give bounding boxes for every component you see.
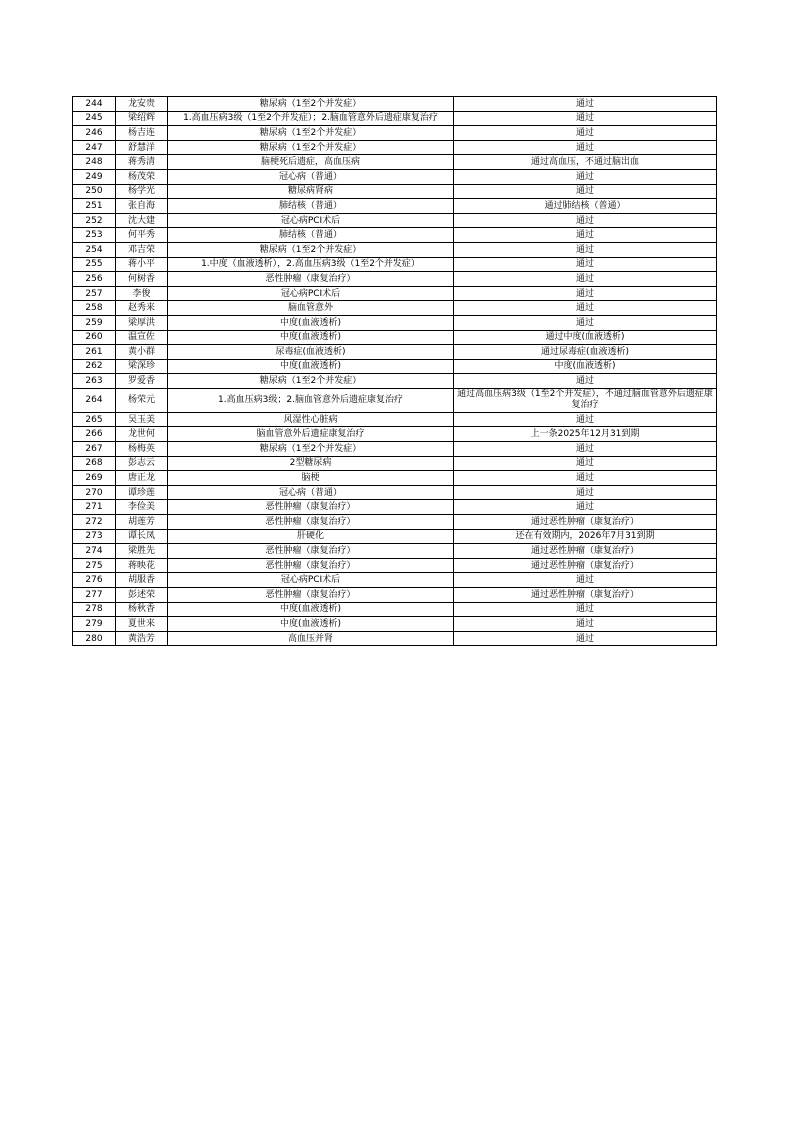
patient-name-cell: 何平秀	[116, 228, 168, 243]
patient-name-cell: 谭长凤	[116, 529, 168, 544]
review-result-cell: 还在有效期内，2026年7月31到期	[454, 529, 717, 544]
patient-name-cell: 蒋小平	[116, 257, 168, 272]
diagnosis-cell: 中度(血液透析)	[168, 617, 454, 632]
patient-name-cell: 胡莲芳	[116, 515, 168, 530]
table-row	[73, 184, 717, 199]
review-result-cell: 通过	[454, 242, 717, 257]
review-result-cell: 通过	[454, 126, 717, 141]
review-result-cell: 通过恶性肿瘤（康复治疗）	[454, 515, 717, 530]
diagnosis-cell: 糖尿病（1至2个并发症）	[168, 97, 454, 112]
review-result-cell: 通过	[454, 169, 717, 184]
review-result-cell: 通过	[454, 500, 717, 515]
table-row	[73, 111, 717, 126]
table-row	[73, 485, 717, 500]
row-number-cell: 274	[73, 544, 116, 559]
patient-name-cell: 胡服香	[116, 573, 168, 588]
table-row	[73, 374, 717, 389]
patient-name-cell: 谭珍莲	[116, 485, 168, 500]
diagnosis-cell: 脑梗死后遗症，高血压病	[168, 155, 454, 170]
table-row	[73, 213, 717, 228]
review-result-cell: 通过尿毒症(血液透析)	[454, 345, 717, 360]
row-number-cell: 253	[73, 228, 116, 243]
table-row	[73, 617, 717, 632]
row-number-cell: 250	[73, 184, 116, 199]
review-result-cell: 通过中度(血液透析)	[454, 330, 717, 345]
row-number-cell: 245	[73, 111, 116, 126]
patient-name-cell: 杨梅英	[116, 442, 168, 457]
table-row	[73, 126, 717, 141]
row-number-cell: 276	[73, 573, 116, 588]
diagnosis-cell: 高血压并肾	[168, 631, 454, 646]
review-result-cell: 通过	[454, 140, 717, 155]
table-row	[73, 388, 717, 412]
table-row	[73, 573, 717, 588]
table-row	[73, 345, 717, 360]
review-result-cell: 通过	[454, 374, 717, 389]
row-number-cell: 244	[73, 97, 116, 112]
table-row	[73, 228, 717, 243]
diagnosis-cell: 肝硬化	[168, 529, 454, 544]
patient-name-cell: 吴玉美	[116, 412, 168, 427]
row-number-cell: 257	[73, 286, 116, 301]
row-number-cell: 264	[73, 388, 116, 412]
table-row	[73, 471, 717, 486]
table-row	[73, 257, 717, 272]
patient-name-cell: 李俊	[116, 286, 168, 301]
row-number-cell: 256	[73, 272, 116, 287]
diagnosis-cell: 冠心病PCI术后	[168, 573, 454, 588]
row-number-cell: 279	[73, 617, 116, 632]
patient-name-cell: 杨学光	[116, 184, 168, 199]
diagnosis-cell: 糖尿病（1至2个并发症）	[168, 374, 454, 389]
diagnosis-cell: 冠心病PCI术后	[168, 286, 454, 301]
table-row	[73, 442, 717, 457]
review-table	[72, 96, 717, 646]
diagnosis-cell: 恶性肿瘤（康复治疗）	[168, 588, 454, 603]
patient-name-cell: 杨荣元	[116, 388, 168, 412]
diagnosis-cell: 冠心病（普通）	[168, 169, 454, 184]
review-result-cell: 上一条2025年12月31到期	[454, 427, 717, 442]
review-result-cell: 通过	[454, 471, 717, 486]
patient-name-cell: 彭志云	[116, 456, 168, 471]
review-result-cell: 通过	[454, 286, 717, 301]
patient-name-cell: 舒慧洋	[116, 140, 168, 155]
row-number-cell: 278	[73, 602, 116, 617]
review-result-cell: 通过高血压，不通过脑出血	[454, 155, 717, 170]
row-number-cell: 273	[73, 529, 116, 544]
row-number-cell: 271	[73, 500, 116, 515]
diagnosis-cell: 2型糖尿病	[168, 456, 454, 471]
patient-name-cell: 杨吉连	[116, 126, 168, 141]
row-number-cell: 261	[73, 345, 116, 360]
patient-name-cell: 彭述荣	[116, 588, 168, 603]
table-row	[73, 97, 717, 112]
table-row	[73, 544, 717, 559]
diagnosis-cell: 肺结核（普通）	[168, 228, 454, 243]
review-result-cell: 通过	[454, 228, 717, 243]
table-row	[73, 631, 717, 646]
row-number-cell: 269	[73, 471, 116, 486]
review-result-cell: 通过	[454, 485, 717, 500]
row-number-cell: 249	[73, 169, 116, 184]
row-number-cell: 246	[73, 126, 116, 141]
diagnosis-cell: 肺结核（普通）	[168, 199, 454, 214]
table-row	[73, 359, 717, 374]
review-result-cell: 通过	[454, 97, 717, 112]
row-number-cell: 268	[73, 456, 116, 471]
diagnosis-cell: 糖尿病肾病	[168, 184, 454, 199]
patient-name-cell: 沈大建	[116, 213, 168, 228]
table-row	[73, 330, 717, 345]
patient-name-cell: 杨秋香	[116, 602, 168, 617]
diagnosis-cell: 糖尿病（1至2个并发症）	[168, 140, 454, 155]
patient-name-cell: 李俭美	[116, 500, 168, 515]
review-result-cell: 通过恶性肿瘤（康复治疗）	[454, 588, 717, 603]
diagnosis-cell: 糖尿病（1至2个并发症）	[168, 442, 454, 457]
patient-name-cell: 黄小群	[116, 345, 168, 360]
review-result-cell: 通过	[454, 456, 717, 471]
row-number-cell: 262	[73, 359, 116, 374]
patient-name-cell: 罗爱香	[116, 374, 168, 389]
table-row	[73, 315, 717, 330]
diagnosis-cell: 恶性肿瘤（康复治疗）	[168, 272, 454, 287]
row-number-cell: 247	[73, 140, 116, 155]
table-row	[73, 558, 717, 573]
review-result-cell: 通过恶性肿瘤（康复治疗）	[454, 558, 717, 573]
row-number-cell: 254	[73, 242, 116, 257]
row-number-cell: 265	[73, 412, 116, 427]
row-number-cell: 270	[73, 485, 116, 500]
table-row	[73, 155, 717, 170]
table-row	[73, 140, 717, 155]
patient-name-cell: 张自海	[116, 199, 168, 214]
diagnosis-cell: 脑血管意外后遗症康复治疗	[168, 427, 454, 442]
review-result-cell: 通过	[454, 111, 717, 126]
table-body	[73, 97, 717, 646]
diagnosis-cell: 恶性肿瘤（康复治疗）	[168, 500, 454, 515]
table-row	[73, 272, 717, 287]
diagnosis-cell: 恶性肿瘤（康复治疗）	[168, 558, 454, 573]
table-row	[73, 301, 717, 316]
review-result-cell: 通过	[454, 272, 717, 287]
review-result-cell: 通过	[454, 412, 717, 427]
diagnosis-cell: 尿毒症(血液透析)	[168, 345, 454, 360]
patient-name-cell: 梁厚洪	[116, 315, 168, 330]
diagnosis-cell: 糖尿病（1至2个并发症）	[168, 126, 454, 141]
patient-name-cell: 温宣佐	[116, 330, 168, 345]
diagnosis-cell: 1.高血压病3级（1至2个并发症）；2.脑血管意外后遗症康复治疗	[168, 111, 454, 126]
review-result-cell: 通过	[454, 573, 717, 588]
review-result-cell: 通过	[454, 184, 717, 199]
table-row	[73, 427, 717, 442]
table-row	[73, 588, 717, 603]
patient-name-cell: 何树香	[116, 272, 168, 287]
diagnosis-cell: 冠心病PCI术后	[168, 213, 454, 228]
row-number-cell: 275	[73, 558, 116, 573]
patient-name-cell: 黄浩芳	[116, 631, 168, 646]
row-number-cell: 255	[73, 257, 116, 272]
row-number-cell: 259	[73, 315, 116, 330]
table-row	[73, 529, 717, 544]
row-number-cell: 280	[73, 631, 116, 646]
patient-name-cell: 唐正龙	[116, 471, 168, 486]
diagnosis-cell: 中度(血液透析)	[168, 602, 454, 617]
diagnosis-cell: 冠心病（普通）	[168, 485, 454, 500]
review-result-cell: 通过	[454, 602, 717, 617]
patient-name-cell: 梁胜先	[116, 544, 168, 559]
table-row	[73, 456, 717, 471]
table-row	[73, 500, 717, 515]
review-result-cell: 通过高血压病3级（1至2个并发症），不通过脑血管意外后遗症康复治疗	[454, 388, 717, 412]
review-result-cell: 通过	[454, 442, 717, 457]
review-result-cell: 通过	[454, 301, 717, 316]
row-number-cell: 266	[73, 427, 116, 442]
review-result-cell: 通过肺结核（普通）	[454, 199, 717, 214]
patient-name-cell: 夏世来	[116, 617, 168, 632]
diagnosis-cell: 脑梗	[168, 471, 454, 486]
table-row	[73, 602, 717, 617]
diagnosis-cell: 恶性肿瘤（康复治疗）	[168, 515, 454, 530]
diagnosis-cell: 中度(血液透析)	[168, 315, 454, 330]
review-result-cell: 通过	[454, 631, 717, 646]
review-result-cell: 通过	[454, 213, 717, 228]
table-row	[73, 199, 717, 214]
review-result-cell: 中度(血液透析)	[454, 359, 717, 374]
row-number-cell: 260	[73, 330, 116, 345]
review-result-cell: 通过恶性肿瘤（康复治疗）	[454, 544, 717, 559]
patient-name-cell: 梁绍辉	[116, 111, 168, 126]
diagnosis-cell: 1.高血压病3级；2.脑血管意外后遗症康复治疗	[168, 388, 454, 412]
row-number-cell: 251	[73, 199, 116, 214]
row-number-cell: 277	[73, 588, 116, 603]
row-number-cell: 263	[73, 374, 116, 389]
table-row	[73, 515, 717, 530]
row-number-cell: 258	[73, 301, 116, 316]
diagnosis-cell: 恶性肿瘤（康复治疗）	[168, 544, 454, 559]
table-row	[73, 169, 717, 184]
row-number-cell: 272	[73, 515, 116, 530]
patient-name-cell: 邓吉荣	[116, 242, 168, 257]
diagnosis-cell: 风湿性心脏病	[168, 412, 454, 427]
patient-name-cell: 赵秀来	[116, 301, 168, 316]
patient-name-cell: 梁深珍	[116, 359, 168, 374]
patient-name-cell: 蒋秀清	[116, 155, 168, 170]
review-result-cell: 通过	[454, 617, 717, 632]
review-result-cell: 通过	[454, 257, 717, 272]
table-row	[73, 286, 717, 301]
row-number-cell: 267	[73, 442, 116, 457]
row-number-cell: 248	[73, 155, 116, 170]
review-table-container	[72, 96, 716, 646]
diagnosis-cell: 中度(血液透析)	[168, 330, 454, 345]
table-row	[73, 412, 717, 427]
diagnosis-cell: 1.中度（血液透析），2.高血压病3级（1至2个并发症）	[168, 257, 454, 272]
review-result-cell: 通过	[454, 315, 717, 330]
diagnosis-cell: 糖尿病（1至2个并发症）	[168, 242, 454, 257]
patient-name-cell: 龙安贵	[116, 97, 168, 112]
diagnosis-cell: 脑血管意外	[168, 301, 454, 316]
patient-name-cell: 龙世何	[116, 427, 168, 442]
table-row	[73, 242, 717, 257]
diagnosis-cell: 中度(血液透析)	[168, 359, 454, 374]
row-number-cell: 252	[73, 213, 116, 228]
patient-name-cell: 杨茂荣	[116, 169, 168, 184]
patient-name-cell: 蒋映花	[116, 558, 168, 573]
